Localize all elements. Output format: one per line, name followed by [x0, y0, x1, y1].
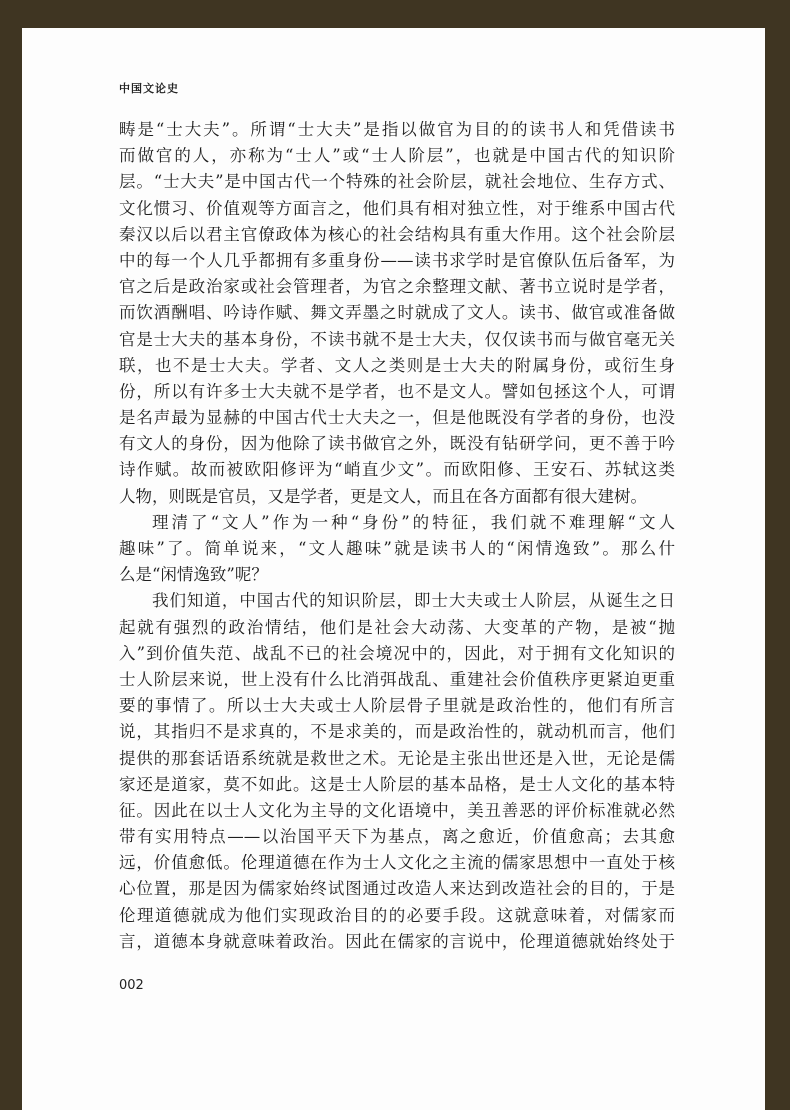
text-line: 份，所以有许多士大夫就不是学者，也不是文人。譬如包拯这个人，可谓	[119, 381, 675, 401]
text-line: 远，价值愈低。伦理道德在作为士人文化之主流的儒家思想中一直处于核	[119, 853, 675, 873]
text-line: 有文人的身份，因为他除了读书做官之外，既没有钻研学问，更不善于吟	[119, 434, 675, 454]
text-line: 趣味”了。简单说来，“文人趣味”就是读书人的“闲情逸致”。那么什	[119, 539, 675, 558]
running-header-book-title: 中国文论史	[119, 82, 179, 95]
text-line: 联，也不是士大夫。学者、文人之类则是士大夫的附属身份，或衍生身	[119, 355, 675, 375]
text-line: 秦汉以后以君主官僚政体为核心的社会结构具有重大作用。这个社会阶层	[119, 224, 675, 244]
text-line: 畴是“士大夫”。所谓“士大夫”是指以做官为目的的读书人和凭借读书	[119, 120, 675, 139]
text-line: 士人阶层来说，世上没有什么比消弭战乱、重建社会价值秩序更紧迫更重	[119, 669, 675, 689]
text-line: 带有实用特点——以治国平天下为基点，离之愈近，价值愈高；去其愈	[119, 827, 675, 847]
page-number: 002	[119, 978, 144, 993]
text-line: 是名声最为显赫的中国古代士大夫之一，但是他既没有学者的身份，也没	[119, 408, 675, 428]
text-line: 说，其指归不是求真的，不是求美的，而是政治性的，就动机而言，他们	[119, 722, 675, 742]
text-line: 而做官的人，亦称为“士人”或“士人阶层”，也就是中国古代的知识阶	[119, 146, 675, 166]
text-line-paragraph-start: 理清了“文人”作为一种“身份”的特征，我们就不难理解“文人	[152, 512, 675, 532]
text-line-paragraph-end: 么是“闲情逸致”呢？	[119, 565, 268, 585]
text-line: 家还是道家，莫不如此。这是士人阶层的基本品格，是士人文化的基本特	[119, 774, 675, 794]
text-line: 心位置，那是因为儒家始终试图通过改造人来达到改造社会的目的，于是	[119, 879, 675, 899]
text-line: 而饮酒酬唱、吟诗作赋、舞文弄墨之时就成了文人。读书、做官或准备做	[119, 303, 675, 323]
text-line: 中的每一个人几乎都拥有多重身份——读书求学时是官僚队伍后备军，为	[119, 250, 675, 270]
text-line: 文化惯习、价值观等方面言之，他们具有相对独立性，对于维系中国古代	[119, 198, 675, 218]
text-line: 官是士大夫的基本身份，不读书就不是士大夫，仅仅读书而与做官毫无关	[119, 329, 675, 349]
text-line-paragraph-start: 我们知道，中国古代的知识阶层，即士大夫或士人阶层，从诞生之日	[152, 591, 675, 611]
text-line: 提供的那套话语系统就是救世之术。无论是主张出世还是入世，无论是儒	[119, 748, 675, 768]
text-line: 层。“士大夫”是中国古代一个特殊的社会阶层，就社会地位、生存方式、	[119, 172, 675, 192]
text-line: 言，道德本身就意味着政治。因此在儒家的言说中，伦理道德就始终处于	[119, 931, 675, 951]
text-line: 官之后是政治家或社会管理者，为官之余整理文献、著书立说时是学者，	[119, 277, 675, 297]
text-line: 征。因此在以士人文化为主导的文化语境中，美丑善恶的评价标准就必然	[119, 800, 675, 820]
text-line: 要的事情了。所以士大夫或士人阶层骨子里就是政治性的，他们有所言	[119, 696, 675, 716]
text-line: 起就有强烈的政治情结，他们是社会大动荡、大变革的产物，是被“抛	[119, 617, 675, 637]
text-line: 诗作赋。故而被欧阳修评为“峭直少文”。而欧阳修、王安石、苏轼这类	[119, 460, 675, 480]
text-line-paragraph-end: 人物，则既是官员，又是学者，更是文人，而且在各方面都有很大建树。	[119, 486, 647, 506]
body-text	[119, 117, 675, 955]
text-line: 入”到价值失范、战乱不已的社会境况中的，因此，对于拥有文化知识的	[119, 643, 675, 663]
text-line: 伦理道德就成为他们实现政治目的的必要手段。这就意味着，对儒家而	[119, 905, 675, 925]
